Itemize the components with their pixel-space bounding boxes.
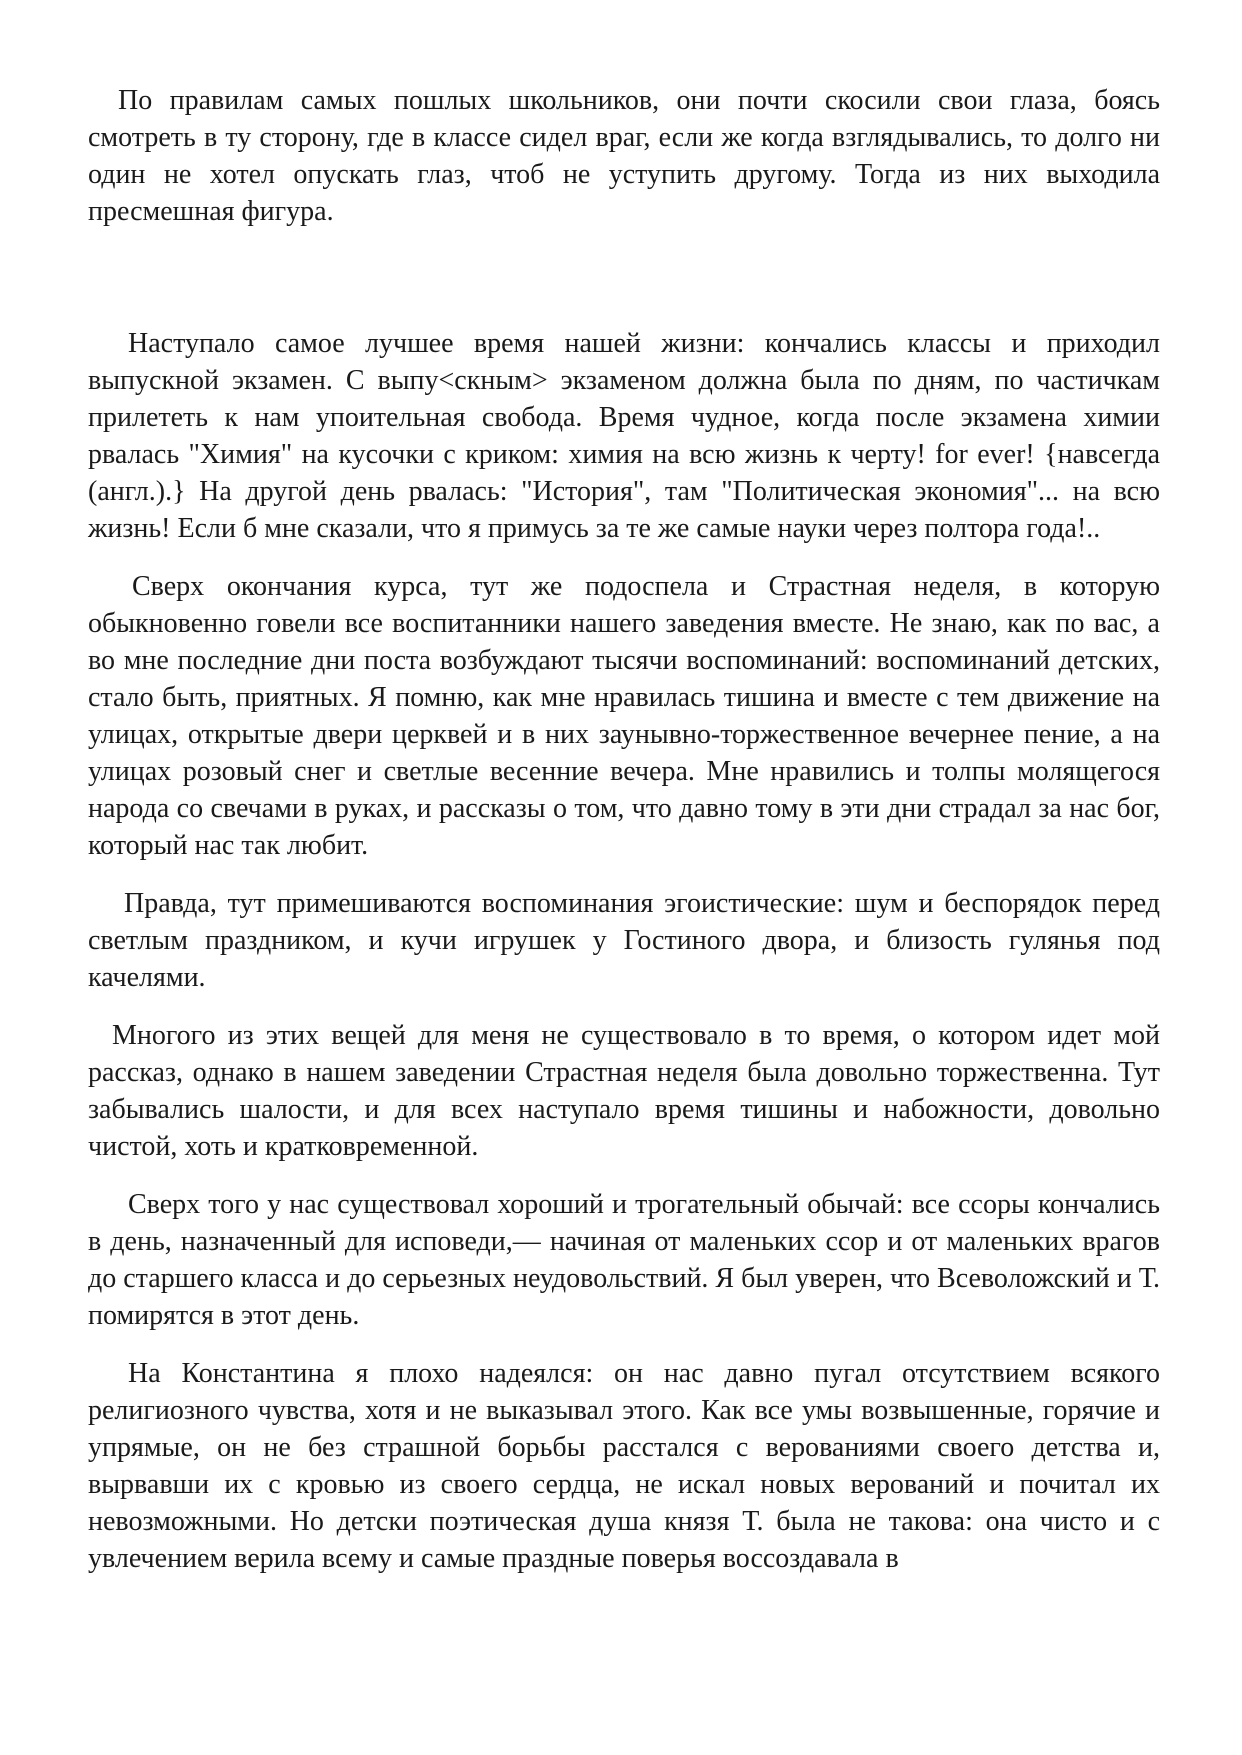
paragraph-2: Наступало самое лучшее время нашей жизни: кончались классы и приходил выпускной экзамен. С выпу<скным> экзаменом должна была по дням, по частичкам прилететь к нам упоительная свобода. Время чудное, когда после экзамена химии рвалась "Химия" на кусочки с криком: химия на всю жизнь к черту! for ever! {навсегда (англ.).} На другой день рвалась: "История", там "Политическая экономия"... на всю жизнь! Если б мне сказали, что я примусь за те же самые науки через полтора года!.. bbox=[88, 328, 1160, 544]
paragraph-7: На Константина я плохо надеялся: он нас давно пугал отсутствием всякого религиозного чувства, хотя и не выказывал этого. Как все умы возвышенные, горячие и упрямые, он не без страшной борьбы расстался с верованиями своего детства и, вырвавши их с кровью из своего сердца, не искал новых верований и почитал их невозможными. Но детски поэтическая душа князя Т. была не такова: она чисто и с увлечением верила всему и самые праздные поверья воссоздавала в bbox=[88, 1358, 1160, 1574]
paragraph-5: Многого из этих вещей для меня не существовало в то время, о котором идет мой рассказ, однако в нашем заведении Страстная неделя была довольно торжественна. Тут забывались шалости, и для всех наступало время тишины и набожности, довольно чистой, хоть и кратковременной. bbox=[88, 1020, 1160, 1162]
paragraph-1: По правилам самых пошлых школьников, они почти скосили свои глаза, боясь смотреть в ту сторону, где в классе сидел враг, если же когда взглядывались, то долго ни один не хотел опускать глаз, чтоб не уступить другому. Тогда из них выходила пресмешная фигура. bbox=[88, 85, 1160, 227]
text-column bbox=[88, 82, 1160, 1577]
paragraph-6: Сверх того у нас существовал хороший и трогательный обычай: все ссоры кончались в день, назначенный для исповеди,— начиная от маленьких ссор и от маленьких врагов до старшего класса и до серьезных неудовольствий. Я был уверен, что Всеволожский и Т. помирятся в этот день. bbox=[88, 1189, 1160, 1331]
paragraph-3: Сверх окончания курса, тут же подоспела и Страстная неделя, в которую обыкновенно говели все воспитанники нашего заведения вместе. Не знаю, как по вас, а во мне последние дни поста возбуждают тысячи воспоминаний: воспоминаний детских, стало быть, приятных. Я помню, как мне нравилась тишина и вместе с тем движение на улицах, открытые двери церквей и в них заунывно-торжественное вечернее пение, а на улицах розовый снег и светлые весенние вечера. Мне нравились и толпы молящегося народа со свечами в руках, и рассказы о том, что давно тому в эти дни страдал за нас бог, который нас так любит. bbox=[88, 571, 1160, 861]
paragraph-4: Правда, тут примешиваются воспоминания эгоистические: шум и беспорядок перед светлым праздником, и кучи игрушек у Гостиного двора, и близость гулянья под качелями. bbox=[88, 888, 1160, 993]
